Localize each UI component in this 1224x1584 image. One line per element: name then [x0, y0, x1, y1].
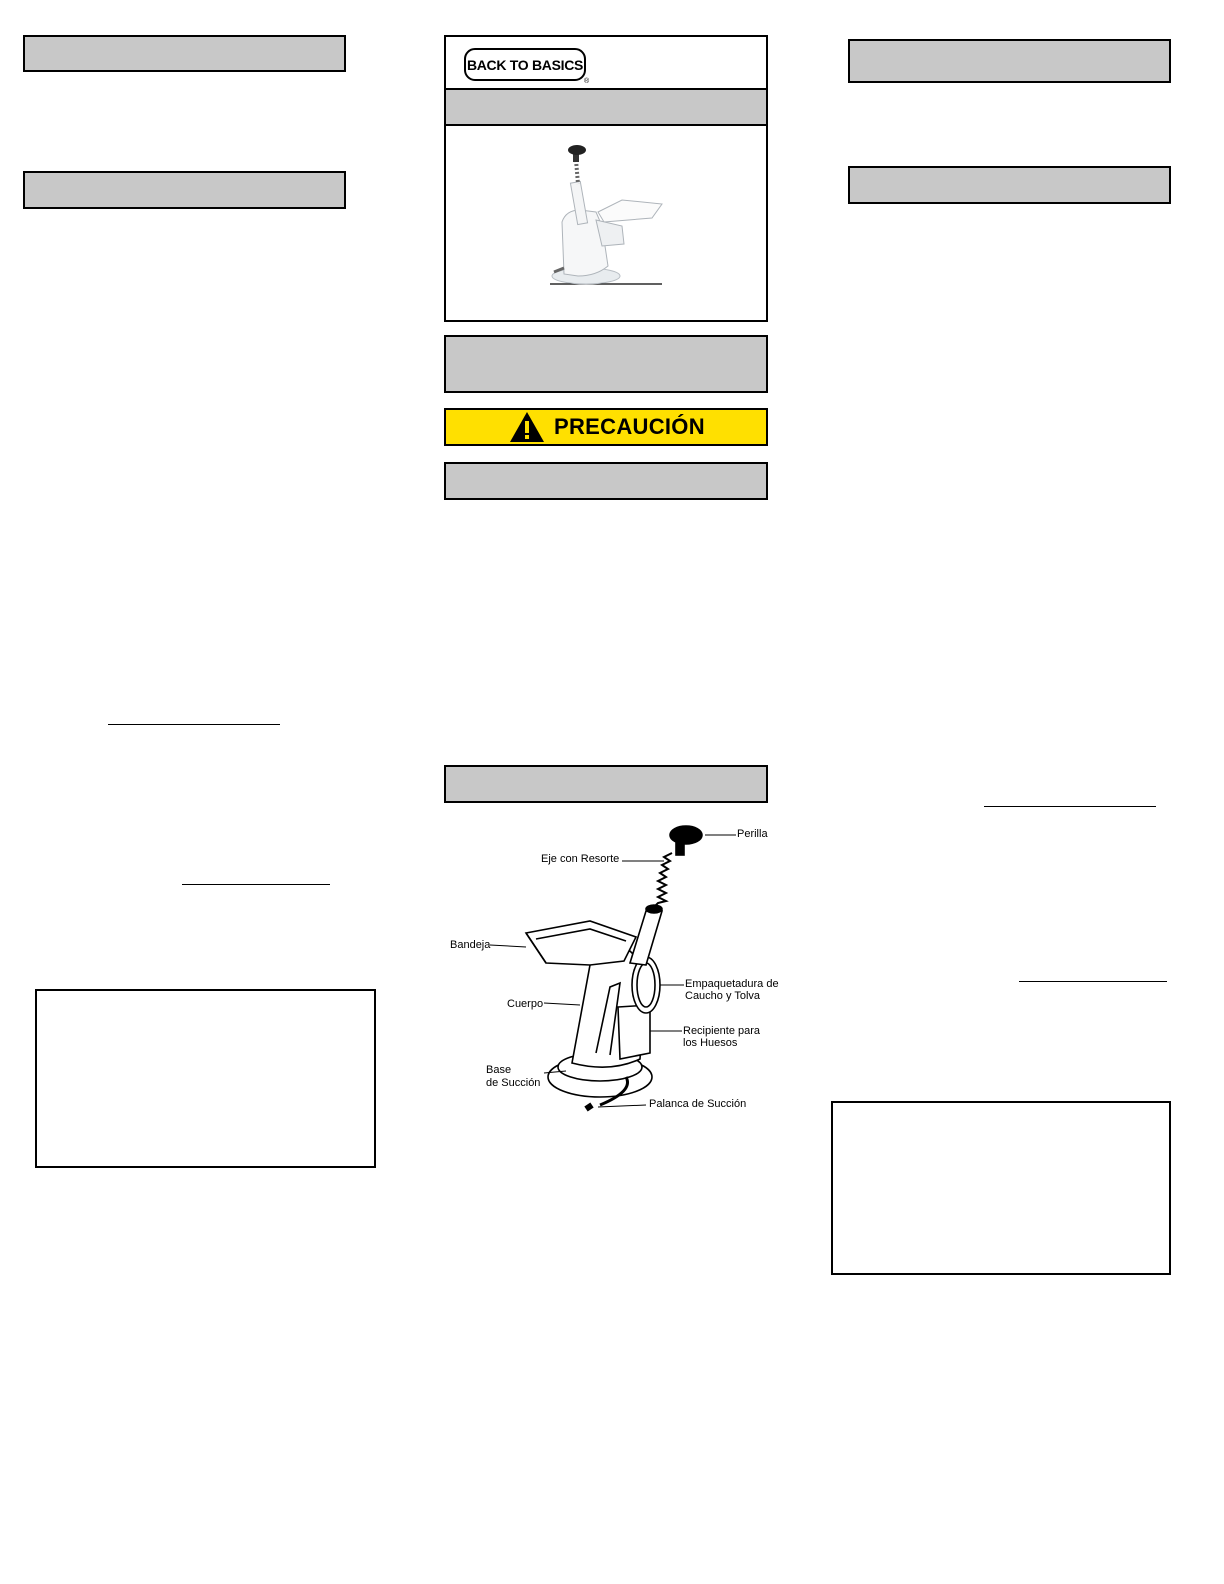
diagram-label-suction-base-2: de Succión [486, 1077, 541, 1089]
right-link-2[interactable] [1019, 981, 1167, 982]
diagram-label-body: Cuerpo [507, 998, 544, 1010]
right-section-header-1 [848, 39, 1171, 83]
diagram-label-gasket-1: Empaquetadura de [685, 978, 779, 990]
right-notice-box [831, 1101, 1171, 1275]
right-link-1[interactable] [984, 806, 1156, 807]
diagram-label-pit-container-2: los Huesos [683, 1037, 738, 1049]
left-link-2[interactable] [182, 884, 330, 885]
product-photo [446, 126, 766, 286]
diagram-label-gasket-2: Caucho y Tolva [685, 990, 761, 1002]
diagram-label-tray: Bandeja [450, 939, 491, 951]
diagram-label-pit-container-1: Recipiente para [683, 1025, 761, 1037]
registered-mark: ® [584, 78, 590, 85]
left-section-header-1 [23, 35, 346, 72]
left-section-header-2 [23, 171, 346, 209]
diagram-label-knob: Perilla [737, 828, 768, 840]
brand-logo: BACK TO BASICS [464, 48, 586, 81]
diagram-label-spring-shaft: Eje con Resorte [541, 853, 620, 865]
cover-title-bar [444, 88, 768, 126]
center-section-header-2 [444, 462, 768, 500]
left-notice-box [35, 989, 376, 1168]
right-section-header-2 [848, 166, 1171, 204]
warning-triangle-icon [509, 411, 545, 443]
center-section-header-3 [444, 765, 768, 803]
diagram-label-suction-base-1: Base [486, 1064, 512, 1076]
caution-label: PRECAUCIÓN [554, 414, 705, 439]
left-link-1[interactable] [108, 724, 280, 725]
diagram-label-suction-lever: Palanca de Succión [649, 1098, 747, 1110]
center-section-header-1 [444, 335, 768, 393]
